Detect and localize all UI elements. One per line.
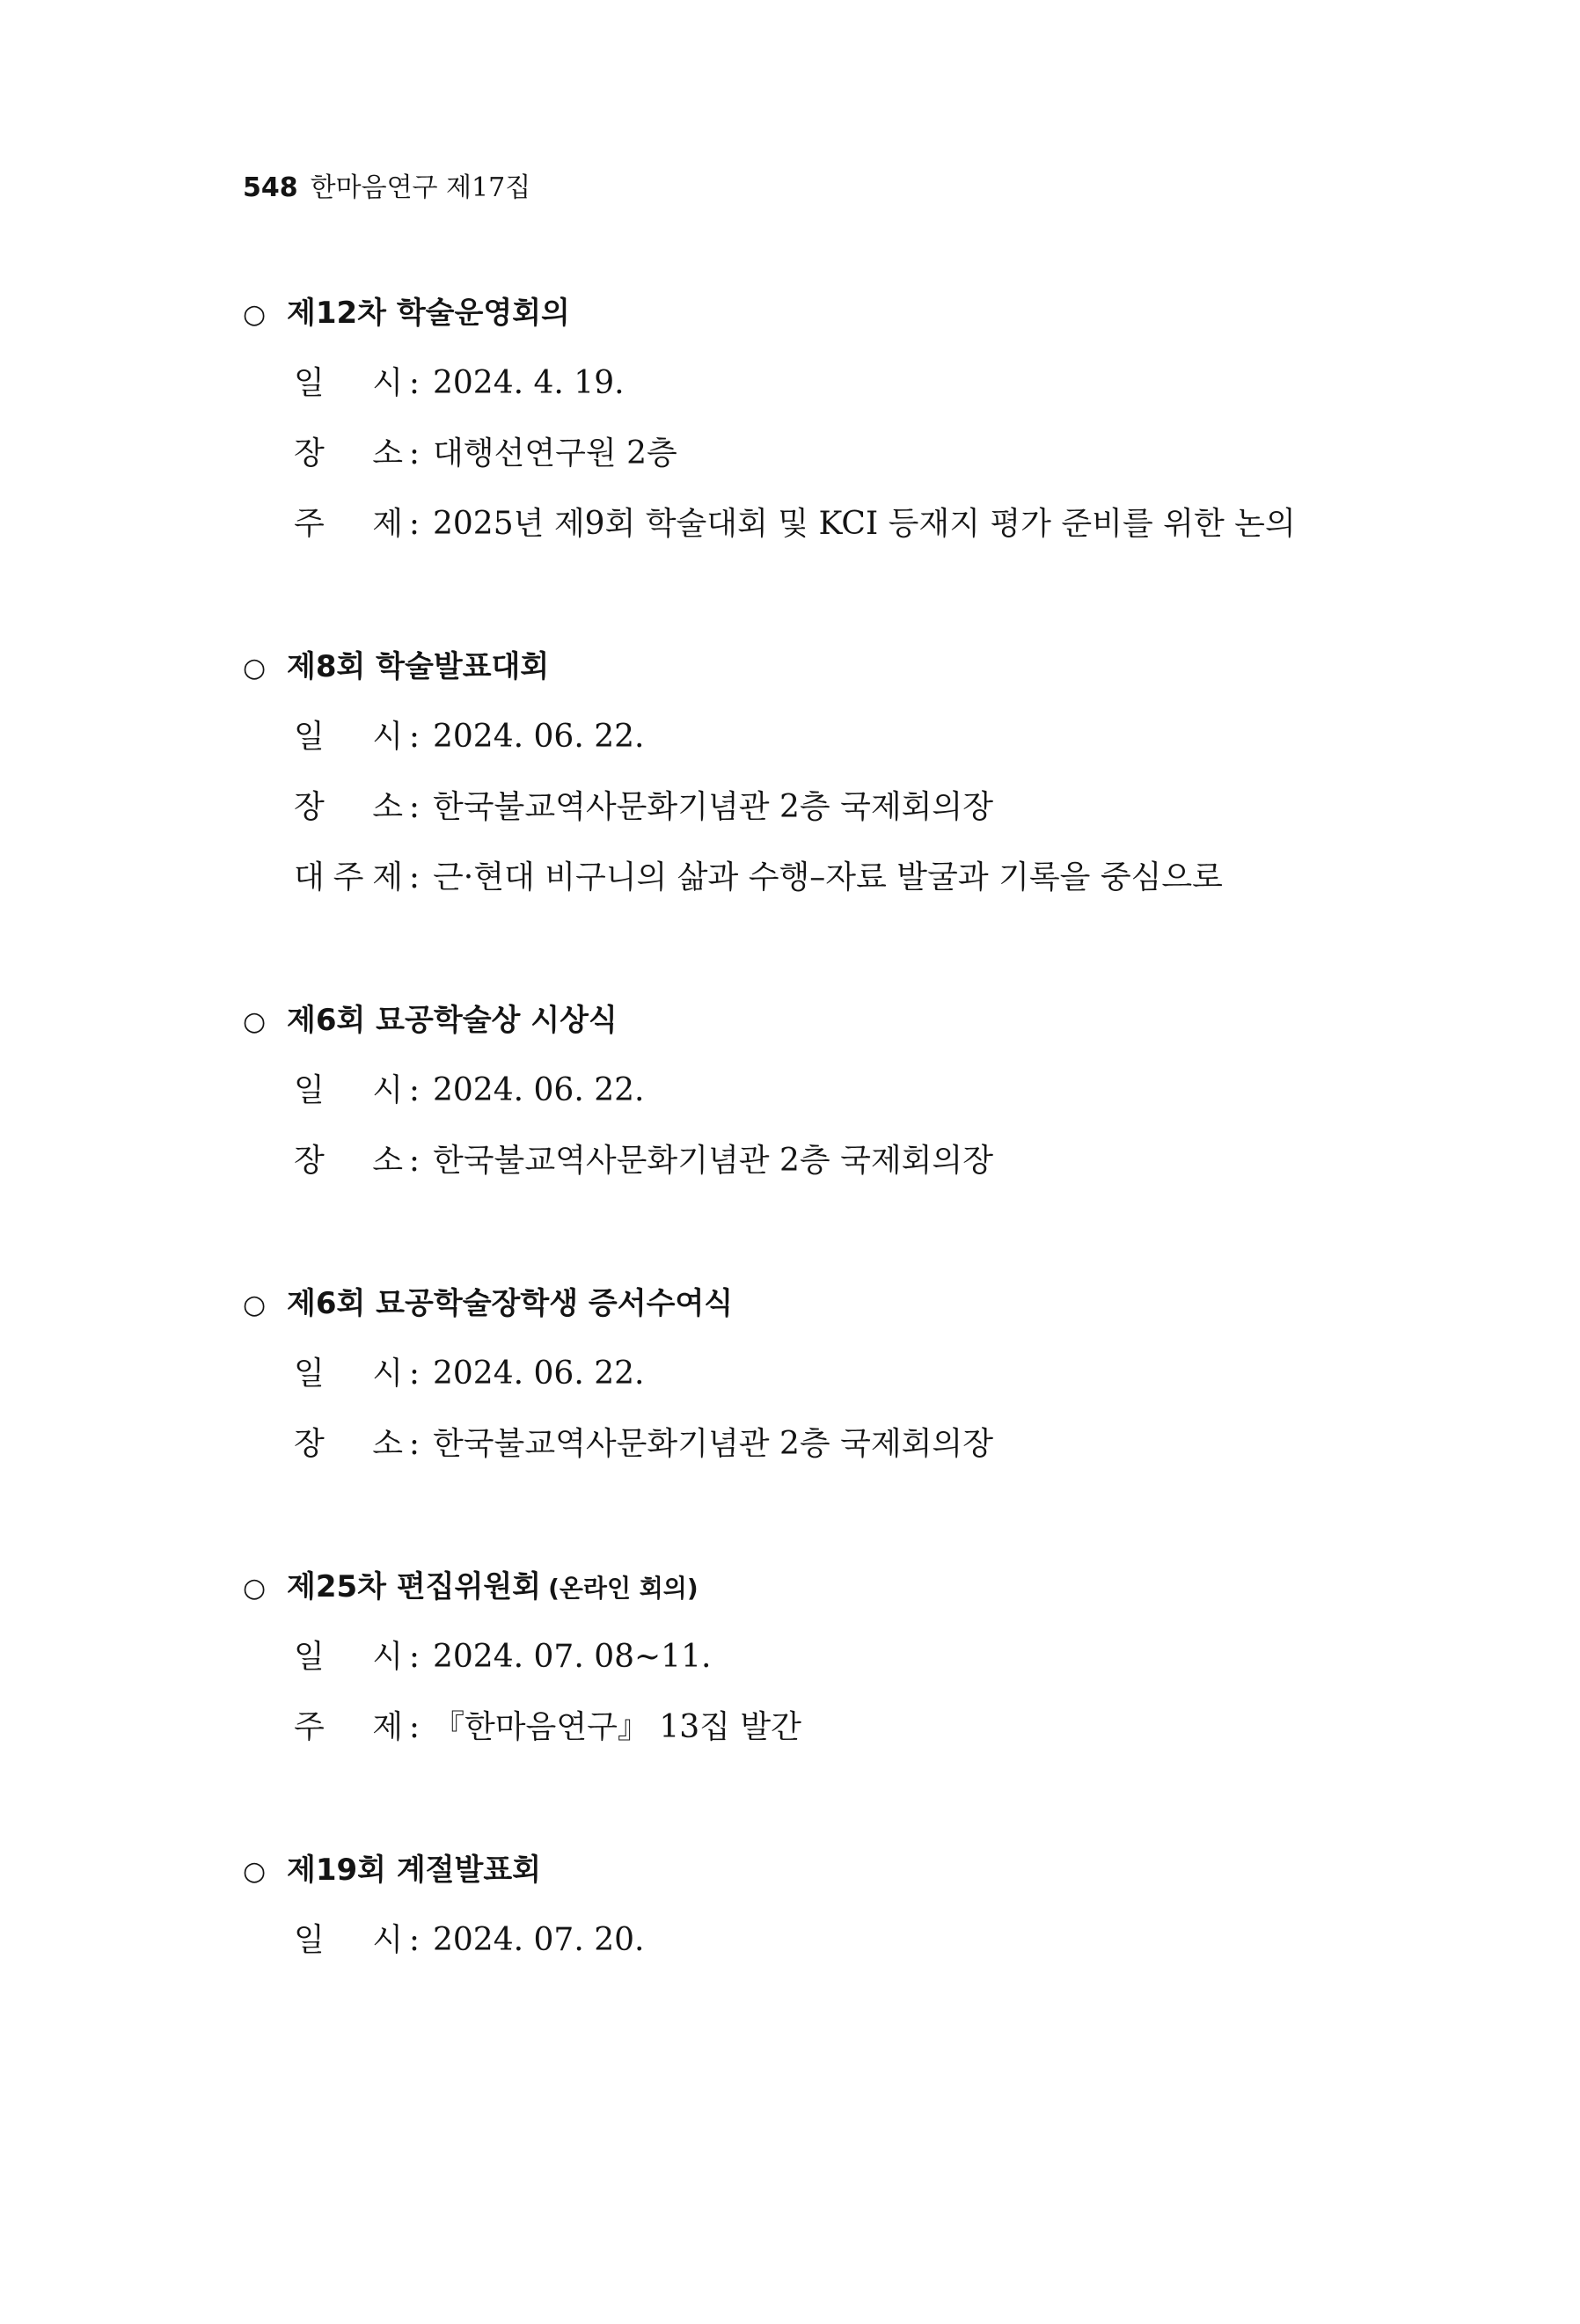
row-label: 주 제 [294,506,403,542]
section-title [243,632,1342,702]
row-colon: : [408,1922,421,1958]
section-title [243,1835,1342,1905]
row-value: 2025년 제9회 학술대회 및 KCI 등재지 평가 준비를 위한 논의 [433,506,1296,542]
section-title [243,278,1342,348]
detail-row-topic [243,489,1342,559]
row-label: 장 소 [294,789,403,825]
row-value: 한국불교역사문화기념관 2층 국제회의장 [433,1143,993,1179]
row-colon: : [408,859,421,895]
section-editorial-committee [243,1552,1342,1763]
section-title-text: 제25차 편집위원회 [287,1569,542,1604]
detail-row-date [243,1905,1342,1976]
row-colon: : [408,435,421,471]
page-header [243,169,530,208]
circle-bullet-icon: ○ [243,1290,267,1320]
page-number: 548 [243,172,298,203]
row-label: 일 시 [294,1639,403,1675]
section-scholarship-ceremony [243,1268,1342,1480]
section-presentation-conference [243,632,1342,913]
row-value: 근·현대 비구니의 삶과 수행–자료 발굴과 기록을 중심으로 [433,859,1223,895]
circle-bullet-icon: ○ [243,653,267,683]
section-title-text: 제19회 계절발표회 [287,1853,542,1888]
section-academic-meeting [243,278,1342,559]
row-colon: : [408,1639,421,1675]
row-label: 장 소 [294,1143,403,1179]
row-colon: : [408,719,421,755]
section-title [243,1552,1342,1622]
row-value: 2024. 06. 22. [433,719,645,755]
detail-row-date [243,1622,1342,1692]
row-value: 한국불교역사문화기념관 2층 국제회의장 [433,789,993,825]
document-body [243,278,1342,2048]
detail-row-place [243,419,1342,489]
row-value: 2024. 07. 08~11. [433,1639,712,1675]
detail-row-date [243,1056,1342,1126]
detail-row-topic [243,1692,1342,1763]
section-title [243,985,1342,1056]
row-value: 2024. 07. 20. [433,1922,645,1958]
row-label: 일 시 [294,365,403,401]
row-value: 대행선연구원 2층 [433,435,677,471]
section-seasonal-presentation [243,1835,1342,1976]
row-value: 한국불교역사문화기념관 2층 국제회의장 [433,1426,993,1462]
section-title-text: 제8회 학술발표대회 [287,649,550,684]
section-award-ceremony [243,985,1342,1196]
detail-row-date [243,702,1342,772]
row-value: 2024. 06. 22. [433,1072,645,1108]
journal-title: 한마음연구 제17집 [310,172,531,203]
row-colon: : [408,365,421,401]
row-colon: : [408,789,421,825]
circle-bullet-icon: ○ [243,1006,267,1037]
row-label: 장 소 [294,435,403,471]
row-label: 일 시 [294,1072,403,1108]
circle-bullet-icon: ○ [243,1573,267,1604]
detail-row-main-theme [243,843,1342,913]
row-colon: : [408,506,421,542]
section-title-note: (온라인 회의) [548,1574,699,1603]
detail-row-date [243,348,1342,419]
row-label: 장 소 [294,1426,403,1462]
row-label: 일 시 [294,1922,403,1958]
section-title-text: 제6회 묘공학술장학생 증서수여식 [287,1286,734,1321]
detail-row-place [243,1409,1342,1480]
detail-row-place [243,772,1342,843]
row-colon: : [408,1143,421,1179]
row-value: 『한마음연구』 13집 발간 [433,1709,801,1745]
row-label: 일 시 [294,1356,403,1392]
row-label: 주 제 [294,1709,403,1745]
section-title-text: 제6회 묘공학술상 시상식 [287,1003,618,1038]
section-title [243,1268,1342,1339]
circle-bullet-icon: ○ [243,1856,267,1887]
row-colon: : [408,1356,421,1392]
row-colon: : [408,1709,421,1745]
row-label: 대 주 제 [294,859,403,895]
row-colon: : [408,1426,421,1462]
row-value: 2024. 4. 19. [433,365,625,401]
detail-row-date [243,1339,1342,1409]
row-colon: : [408,1072,421,1108]
circle-bullet-icon: ○ [243,299,267,330]
row-label: 일 시 [294,719,403,755]
section-title-text: 제12차 학술운영회의 [287,296,570,331]
row-value: 2024. 06. 22. [433,1356,645,1392]
detail-row-place [243,1126,1342,1196]
